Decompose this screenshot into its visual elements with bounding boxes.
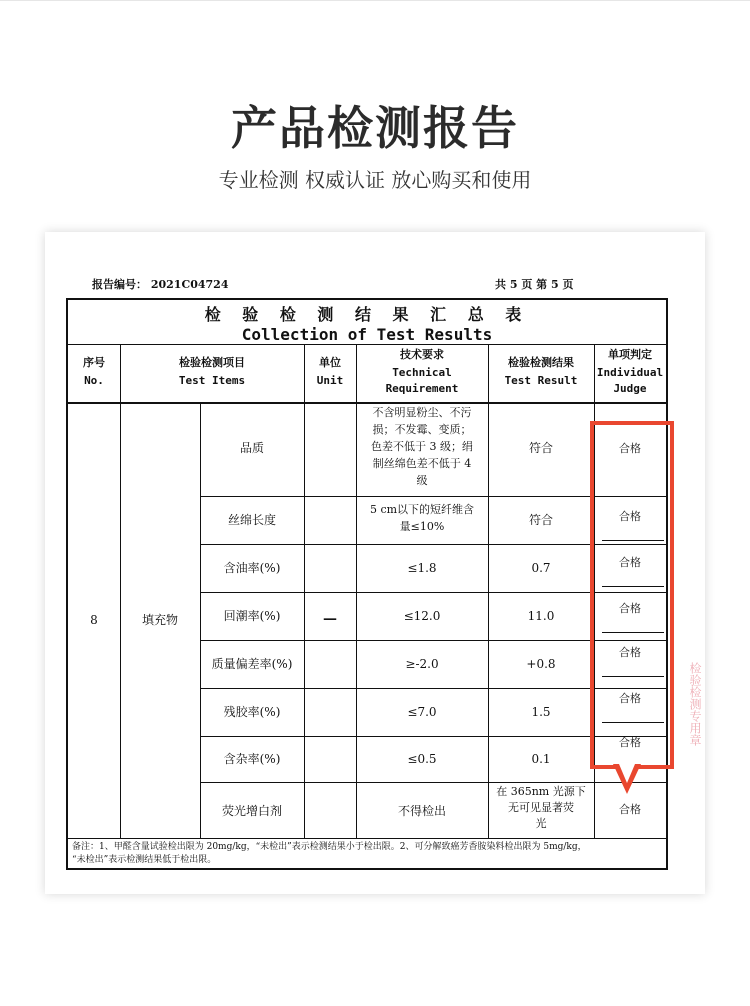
- table-title-cn: 检 验 检 测 结 果 汇 总 表: [204, 305, 530, 324]
- judge-value: 合格: [619, 692, 641, 705]
- judge-value: 合格: [619, 510, 641, 523]
- col-items-en: Test Items: [178, 374, 246, 387]
- requirement-line: 制丝绵色差不低于 4: [372, 457, 472, 470]
- item-name: 丝绵长度: [227, 513, 276, 527]
- result-line: 无可见显著荧: [508, 801, 574, 814]
- col-no-cn: 序号: [83, 356, 105, 369]
- rule: [200, 782, 666, 783]
- col-unit-cn: 单位: [319, 356, 341, 369]
- top-divider: [0, 0, 750, 1]
- requirement-line: 级: [416, 474, 428, 487]
- item-name: 回潮率(%): [223, 609, 281, 623]
- rule: [68, 838, 666, 839]
- judge-value: 合格: [619, 646, 641, 659]
- requirement-text: 不得检出: [397, 804, 446, 818]
- result-value: 1.5: [531, 705, 551, 719]
- col-result-cn: 检验检测结果: [508, 356, 574, 369]
- col-req-en1: Technical: [392, 366, 452, 379]
- page-subtitle: 专业检测 权威认证 放心购买和使用: [218, 168, 532, 192]
- col-req-en2: Requirement: [385, 382, 459, 395]
- requirement-text: ≤0.5: [407, 752, 437, 766]
- page-title: 产品检测报告: [231, 101, 519, 155]
- note-line: “未检出”表示检测结果低于检出限。: [72, 855, 217, 865]
- results-table: [66, 298, 668, 870]
- rule: [68, 344, 666, 345]
- requirement-line: 不含明显粉尘、不污: [372, 406, 472, 419]
- official-stamp: 检验检测专用章: [688, 662, 702, 746]
- rule: [120, 344, 121, 838]
- note-line: 备注：1、甲醛含量试验检出限为 20mg/kg，“未检出”表示检测结果小于检出限。2、可分解致癌芳香胺染料检出限为 5mg/kg，: [72, 842, 587, 852]
- requirement-text: ≤7.0: [407, 705, 437, 719]
- item-name: 残胶率(%): [223, 705, 281, 719]
- requirement-line: 5 cm以下的短纤维含: [369, 503, 475, 516]
- col-items-cn: 检验检测项目: [179, 356, 245, 369]
- requirement-text: [356, 501, 488, 535]
- report-number: 报告编号： 2021C04724: [92, 278, 229, 291]
- item-name: 含杂率(%): [223, 752, 281, 766]
- requirement-line: 损；不发霉、变质；: [372, 423, 472, 436]
- col-judge-cn: 单项判定: [608, 348, 652, 361]
- table-title-en: Collection of Test Results: [241, 325, 493, 344]
- result-value: +0.8: [526, 657, 556, 671]
- result-value: 符合: [528, 441, 553, 455]
- item-name: 含油率(%): [223, 561, 281, 575]
- requirement-line: 色差不低于 3 级；绢: [371, 440, 473, 453]
- judge-value: 合格: [619, 556, 641, 569]
- result-value: 11.0: [527, 609, 555, 623]
- col-result-en: Test Result: [504, 374, 578, 387]
- category-name: 填充物: [141, 613, 178, 627]
- col-unit-en: Unit: [316, 374, 344, 387]
- callout-arrow-fill: [619, 764, 635, 783]
- table-notes: [72, 841, 666, 867]
- judge-value: 合格: [619, 442, 641, 455]
- item-name: 品质: [239, 441, 264, 455]
- page-info: 共 5 页 第 5 页: [495, 278, 574, 291]
- result-line: 在 365nm 光源下: [496, 785, 586, 798]
- col-judge-en2: Judge: [613, 382, 647, 395]
- rule: [304, 344, 305, 838]
- result-line: 光: [535, 817, 547, 830]
- judge-value: 合格: [619, 602, 641, 615]
- requirement-line: 量≤10%: [399, 520, 445, 533]
- requirement-text: ≤12.0: [403, 609, 441, 623]
- result-value: 0.7: [531, 561, 551, 575]
- judge-highlight-box: [590, 421, 674, 769]
- requirement-text: ≥-2.0: [405, 657, 439, 671]
- result-value: [488, 784, 594, 832]
- result-value: 0.1: [531, 752, 551, 766]
- result-value: 符合: [528, 513, 553, 527]
- row-number: 8: [90, 613, 98, 627]
- judge-value: 合格: [619, 803, 641, 816]
- judge-value: 合格: [619, 736, 641, 749]
- requirement-text: [356, 404, 488, 489]
- unit-dash: —: [323, 611, 337, 627]
- requirement-text: ≤1.8: [407, 561, 437, 575]
- item-name: 荧光增白剂: [221, 804, 282, 818]
- item-name: 质量偏差率(%): [211, 657, 293, 671]
- col-req-cn: 技术要求: [400, 348, 444, 361]
- col-judge-en1: Individual: [596, 366, 664, 379]
- col-no-en: No.: [84, 374, 104, 387]
